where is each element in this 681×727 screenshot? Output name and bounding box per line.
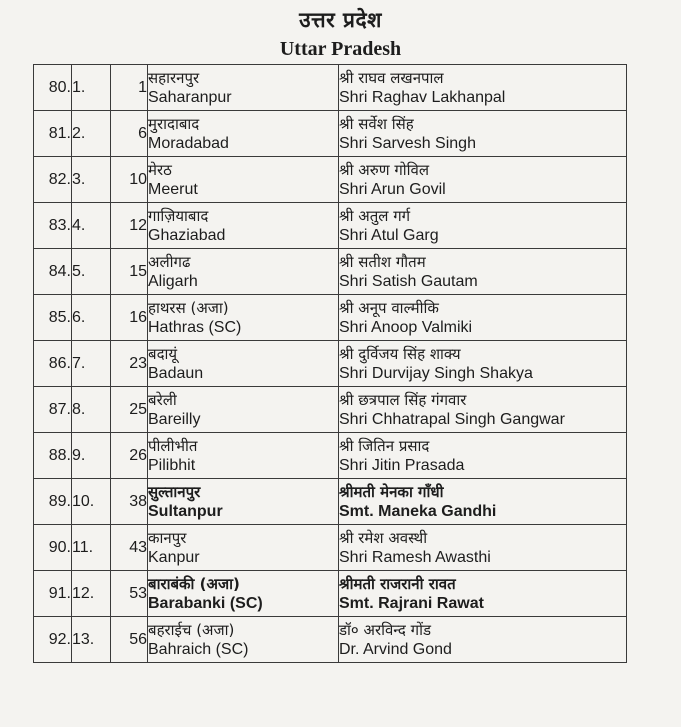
- constituency-name-hindi: बदायूं: [148, 344, 178, 363]
- candidate-cell: [339, 617, 627, 663]
- constituency-name-hindi: मुरादाबाद: [148, 114, 200, 133]
- serial-number: 89.: [34, 479, 72, 525]
- serial-number: 84.: [34, 249, 72, 295]
- candidate-name-hindi: श्री जितिन प्रसाद: [339, 436, 430, 455]
- constituency-name-english: Badaun: [148, 364, 204, 382]
- candidate-cell: [339, 341, 627, 387]
- constituency-name-hindi: सहारनपुर: [148, 68, 200, 87]
- constituency-cell: [148, 571, 339, 617]
- page-title-english: Uttar Pradesh: [279, 38, 402, 60]
- candidate-name-english: Shri Atul Garg: [339, 226, 439, 244]
- constituency-number: 25: [111, 387, 148, 433]
- constituency-name-english: Pilibhit: [148, 456, 196, 474]
- candidate-name-hindi: श्री राघव लखनपाल: [339, 68, 444, 87]
- candidate-name-english: Smt. Maneka Gandhi: [339, 502, 497, 520]
- candidate-cell: [339, 295, 627, 341]
- candidate-name-hindi: श्री अतुल गर्ग: [339, 206, 411, 225]
- state-serial-number: 4.: [72, 203, 111, 249]
- candidate-name-english: Shri Raghav Lakhanpal: [339, 88, 506, 106]
- serial-number: 80.: [34, 65, 72, 111]
- constituency-cell: [148, 203, 339, 249]
- table-row: [34, 157, 627, 203]
- constituency-name-english: Kanpur: [148, 548, 200, 566]
- constituency-name-english: Ghaziabad: [148, 226, 226, 244]
- candidate-name-hindi: श्रीमती राजरानी रावत: [339, 574, 456, 593]
- constituency-number: 10: [111, 157, 148, 203]
- constituency-number: 23: [111, 341, 148, 387]
- candidate-name-hindi: श्री दुर्विजय सिंह शाक्य: [339, 344, 461, 363]
- table-row: [34, 111, 627, 157]
- constituency-name-english: Bareilly: [148, 410, 201, 428]
- candidate-name-english: Shri Satish Gautam: [339, 272, 478, 290]
- table-row: [34, 525, 627, 571]
- state-serial-number: 13.: [72, 617, 111, 663]
- table-row: [34, 617, 627, 663]
- candidate-name-english: Shri Jitin Prasada: [339, 456, 465, 474]
- candidate-name-english: Smt. Rajrani Rawat: [339, 594, 484, 612]
- constituency-name-hindi: सुल्तानपुर: [148, 482, 201, 501]
- candidate-cell: [339, 65, 627, 111]
- candidate-name-hindi: श्री सतीश गौतम: [339, 252, 426, 271]
- candidate-cell: [339, 571, 627, 617]
- table-row: [34, 387, 627, 433]
- candidate-name-english: Shri Arun Govil: [339, 180, 446, 198]
- constituency-name-english: Moradabad: [148, 134, 229, 152]
- state-serial-number: 8.: [72, 387, 111, 433]
- candidate-table-body: [34, 65, 627, 663]
- table-row: [34, 249, 627, 295]
- serial-number: 87.: [34, 387, 72, 433]
- serial-number: 85.: [34, 295, 72, 341]
- state-serial-number: 10.: [72, 479, 111, 525]
- constituency-name-hindi: गाज़ियाबाद: [148, 206, 209, 225]
- candidate-name-english: Shri Ramesh Awasthi: [339, 548, 491, 566]
- table-row: [34, 203, 627, 249]
- state-serial-number: 12.: [72, 571, 111, 617]
- candidate-name-english: Shri Sarvesh Singh: [339, 134, 476, 152]
- candidate-name-hindi: श्री अरुण गोविल: [339, 160, 430, 179]
- serial-number: 88.: [34, 433, 72, 479]
- constituency-name-hindi: अलीगढ: [148, 252, 191, 271]
- constituency-name-english: Hathras (SC): [148, 318, 242, 336]
- constituency-name-english: Sultanpur: [148, 502, 223, 520]
- constituency-cell: [148, 65, 339, 111]
- candidate-name-english: Dr. Arvind Gond: [339, 640, 452, 658]
- constituency-name-hindi: पीलीभीत: [148, 436, 198, 455]
- table-row: [34, 295, 627, 341]
- constituency-name-english: Saharanpur: [148, 88, 232, 106]
- table-row: [34, 433, 627, 479]
- state-serial-number: 7.: [72, 341, 111, 387]
- table-row: [34, 571, 627, 617]
- state-serial-number: 5.: [72, 249, 111, 295]
- constituency-name-hindi: बरेली: [148, 390, 177, 409]
- constituency-cell: [148, 387, 339, 433]
- constituency-cell: [148, 111, 339, 157]
- constituency-name-english: Barabanki (SC): [148, 594, 263, 612]
- constituency-number: 53: [111, 571, 148, 617]
- candidate-name-hindi: श्री रमेश अवस्थी: [339, 528, 428, 547]
- candidate-name-english: Shri Anoop Valmiki: [339, 318, 473, 336]
- constituency-name-english: Aligarh: [148, 272, 198, 290]
- constituency-cell: [148, 341, 339, 387]
- constituency-name-hindi: बाराबंकी (अजा): [148, 574, 240, 593]
- candidate-cell: [339, 111, 627, 157]
- constituency-number: 56: [111, 617, 148, 663]
- candidate-cell: [339, 157, 627, 203]
- candidate-cell: [339, 479, 627, 525]
- candidate-name-hindi: श्री सर्वेश सिंह: [339, 114, 414, 133]
- state-serial-number: 9.: [72, 433, 111, 479]
- constituency-number: 38: [111, 479, 148, 525]
- table-row: [34, 341, 627, 387]
- constituency-name-hindi: बहराईच (अजा): [148, 620, 235, 639]
- candidate-cell: [339, 203, 627, 249]
- serial-number: 90.: [34, 525, 72, 571]
- constituency-name-hindi: हाथरस (अजा): [148, 298, 229, 317]
- constituency-name-english: Meerut: [148, 180, 198, 198]
- constituency-name-hindi: कानपुर: [148, 528, 187, 547]
- serial-number: 86.: [34, 341, 72, 387]
- constituency-cell: [148, 617, 339, 663]
- candidate-cell: [339, 249, 627, 295]
- candidate-cell: [339, 525, 627, 571]
- serial-number: 91.: [34, 571, 72, 617]
- page-title-hindi: उत्तर प्रदेश: [299, 8, 382, 32]
- constituency-cell: [148, 157, 339, 203]
- candidate-table: [33, 64, 627, 663]
- constituency-number: 15: [111, 249, 148, 295]
- candidate-cell: [339, 433, 627, 479]
- state-serial-number: 1.: [72, 65, 111, 111]
- candidate-name-hindi: डॉ० अरविन्द गोंड: [339, 620, 432, 639]
- table-row: [34, 479, 627, 525]
- constituency-number: 1: [111, 65, 148, 111]
- constituency-number: 26: [111, 433, 148, 479]
- serial-number: 83.: [34, 203, 72, 249]
- constituency-cell: [148, 249, 339, 295]
- candidate-name-hindi: श्री छत्रपाल सिंह गंगवार: [339, 390, 467, 409]
- state-serial-number: 6.: [72, 295, 111, 341]
- constituency-number: 6: [111, 111, 148, 157]
- serial-number: 81.: [34, 111, 72, 157]
- constituency-number: 12: [111, 203, 148, 249]
- constituency-cell: [148, 433, 339, 479]
- constituency-cell: [148, 479, 339, 525]
- state-serial-number: 2.: [72, 111, 111, 157]
- candidate-name-english: Shri Chhatrapal Singh Gangwar: [339, 410, 565, 428]
- candidate-name-hindi: श्री अनूप वाल्मीकि: [339, 298, 439, 317]
- candidate-name-english: Shri Durvijay Singh Shakya: [339, 364, 533, 382]
- state-serial-number: 11.: [72, 525, 111, 571]
- constituency-cell: [148, 295, 339, 341]
- constituency-cell: [148, 525, 339, 571]
- serial-number: 92.: [34, 617, 72, 663]
- constituency-number: 16: [111, 295, 148, 341]
- constituency-name-hindi: मेरठ: [148, 160, 172, 179]
- serial-number: 82.: [34, 157, 72, 203]
- table-row: [34, 65, 627, 111]
- constituency-number: 43: [111, 525, 148, 571]
- candidate-cell: [339, 387, 627, 433]
- state-serial-number: 3.: [72, 157, 111, 203]
- constituency-name-english: Bahraich (SC): [148, 640, 249, 658]
- candidate-name-hindi: श्रीमती मेनका गाँधी: [339, 482, 444, 501]
